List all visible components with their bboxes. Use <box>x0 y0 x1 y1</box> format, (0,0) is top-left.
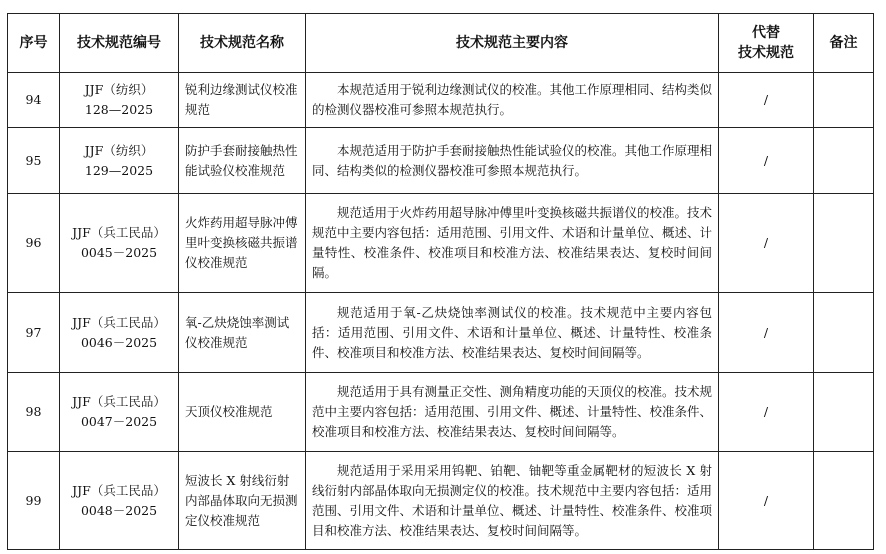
header-content: 技术规范主要内容 <box>306 14 719 73</box>
cell-note <box>814 128 874 194</box>
header-note: 备注 <box>814 14 874 73</box>
cell-no: 95 <box>8 128 60 194</box>
cell-note <box>814 452 874 550</box>
cell-replace: / <box>719 452 814 550</box>
cell-note <box>814 194 874 293</box>
cell-no: 94 <box>8 73 60 128</box>
cell-note <box>814 293 874 373</box>
cell-no: 96 <box>8 194 60 293</box>
cell-name: 防护手套耐接触热性能试验仪校准规范 <box>179 128 306 194</box>
header-row <box>8 14 874 73</box>
cell-code: JJF（纺织） 128—2025 <box>60 73 179 128</box>
cell-replace: / <box>719 128 814 194</box>
table-row <box>8 293 874 373</box>
cell-note <box>814 73 874 128</box>
cell-name: 天顶仪校准规范 <box>179 373 306 452</box>
cell-note <box>814 373 874 452</box>
cell-code: JJF（兵工民品） 0046－2025 <box>60 293 179 373</box>
cell-code: JJF（兵工民品） 0045－2025 <box>60 194 179 293</box>
cell-name: 氧-乙炔烧蚀率测试仪校准规范 <box>179 293 306 373</box>
cell-name: 短波长 X 射线衍射内部晶体取向无损测定仪校准规范 <box>179 452 306 550</box>
header-replace: 代替 技术规范 <box>719 14 814 73</box>
cell-no: 97 <box>8 293 60 373</box>
cell-replace: / <box>719 293 814 373</box>
cell-code: JJF（兵工民品） 0048－2025 <box>60 452 179 550</box>
cell-content: 规范适用于采用采用钨靶、铂靶、铀靶等重金属靶材的短波长 X 射线衍射内部晶体取向无损测定仪的校准。技术规范中主要内容包括：适用范围、引用文件、术语和计量单位、概述、计量特性、校准条件、校准项目和校准方法、校准结果表达、复校时间间隔等。 <box>306 452 719 550</box>
cell-replace: / <box>719 194 814 293</box>
cell-content: 本规范适用于锐利边缘测试仪的校准。其他工作原理相同、结构类似的检测仪器校准可参照本规范执行。 <box>306 73 719 128</box>
standards-table <box>7 13 874 550</box>
header-code: 技术规范编号 <box>60 14 179 73</box>
header-no: 序号 <box>8 14 60 73</box>
cell-no: 99 <box>8 452 60 550</box>
table-row <box>8 73 874 128</box>
cell-no: 98 <box>8 373 60 452</box>
cell-code: JJF（纺织） 129—2025 <box>60 128 179 194</box>
cell-content: 本规范适用于防护手套耐接触热性能试验仪的校准。其他工作原理相同、结构类似的检测仪器校准可参照本规范执行。 <box>306 128 719 194</box>
cell-content: 规范适用于具有测量正交性、测角精度功能的天顶仪的校准。技术规范中主要内容包括：适用范围、引用文件、概述、计量特性、校准条件、校准项目和校准方法、校准结果表达、复校时间间隔等。 <box>306 373 719 452</box>
cell-content: 规范适用于氧-乙炔烧蚀率测试仪的校准。技术规范中主要内容包括：适用范围、引用文件、术语和计量单位、概述、计量特性、校准条件、校准项目和校准方法、校准结果表达、复校时间间隔等。 <box>306 293 719 373</box>
cell-replace: / <box>719 73 814 128</box>
cell-name: 火炸药用超导脉冲傅里叶变换核磁共振谱仪校准规范 <box>179 194 306 293</box>
cell-content: 规范适用于火炸药用超导脉冲傅里叶变换核磁共振谱仪的校准。技术规范中主要内容包括：适用范围、引用文件、术语和计量单位、概述、计量特性、校准条件、校准项目和校准方法、校准结果表达、复校时间间隔。 <box>306 194 719 293</box>
table-row <box>8 194 874 293</box>
cell-code: JJF（兵工民品） 0047－2025 <box>60 373 179 452</box>
table-row <box>8 452 874 550</box>
table-row <box>8 373 874 452</box>
table-row <box>8 128 874 194</box>
header-name: 技术规范名称 <box>179 14 306 73</box>
cell-name: 锐利边缘测试仪校准规范 <box>179 73 306 128</box>
cell-replace: / <box>719 373 814 452</box>
